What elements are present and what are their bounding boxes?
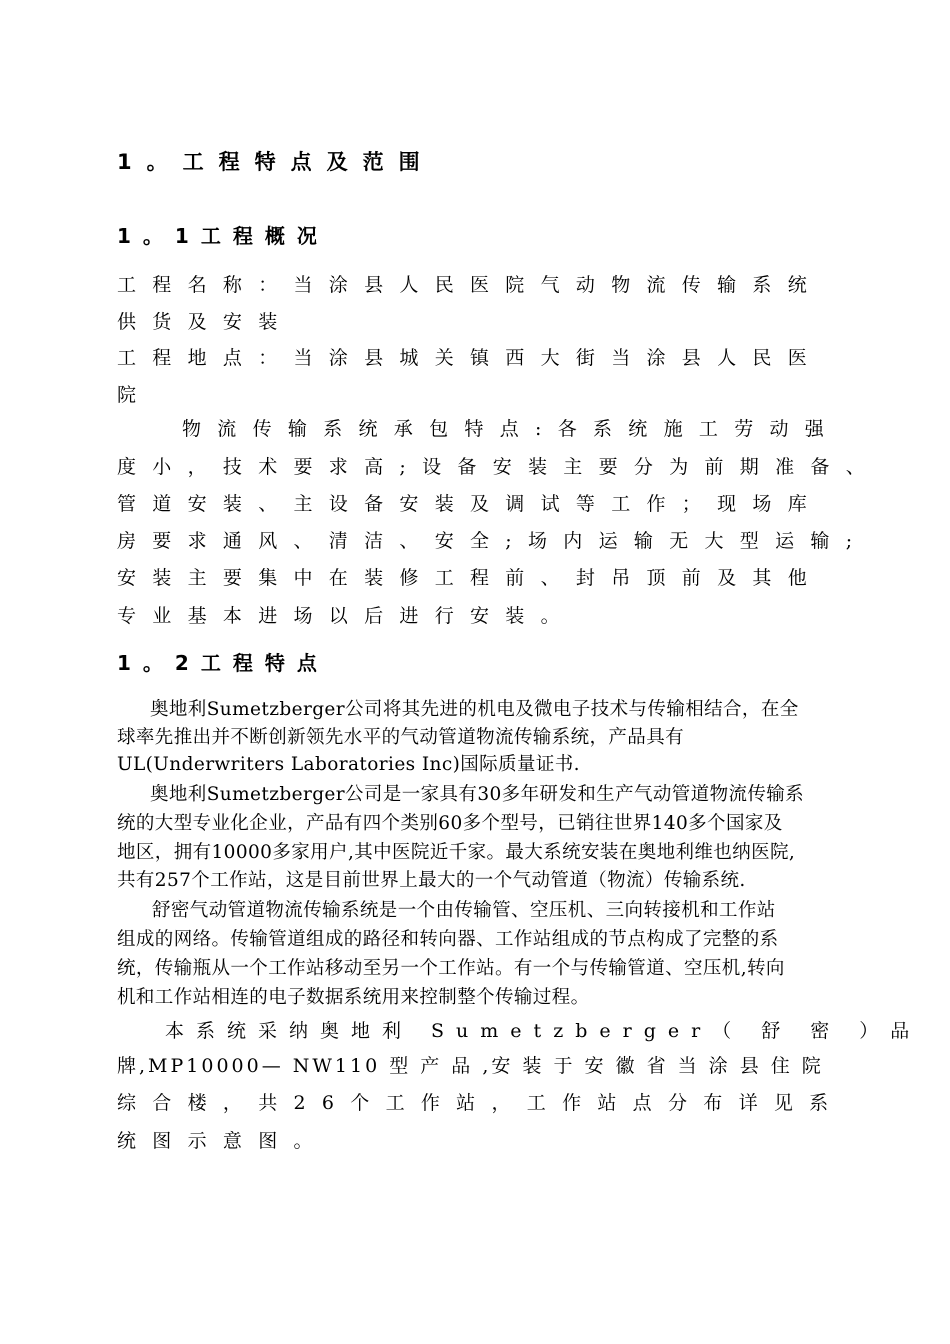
project-name-line-2: 供货及安装 xyxy=(117,311,294,333)
paragraph-line: 机和工作站相连的电子数据系统用来控制整个传输过程。 xyxy=(117,987,590,1008)
paragraph-line: 共有257个工作站，这是目前世界上最大的一个气动管道（物流）传输系统. xyxy=(117,870,746,891)
contract-features-line: 物流传输系统承包特点:各系统施工劳动强 xyxy=(182,418,841,440)
paragraph-line: 统，传输瓶从一个工作站移动至另一个工作站。有一个与传输管道、空压机,转向 xyxy=(117,958,785,979)
section-heading: 1。工程特点及范围 xyxy=(117,150,435,174)
contract-features-line: 房要求通风、清洁、安全;场内运输无大型运输; xyxy=(117,530,869,552)
paragraph-line: UL(Underwriters Laboratories Inc)国际质量证书. xyxy=(117,754,580,775)
paragraph-line: 统的大型专业化企业，产品有四个类别60多个型号，已销往世界140多个国家及 xyxy=(117,813,783,834)
paragraph-line: 奥地利Sumetzberger公司是一家具有30多年研发和生产气动管道物流传输系 xyxy=(150,784,805,805)
paragraph-line: 地区，拥有10000多家用户,其中医院近千家。最大系统安装在奥地利维也纳医院, xyxy=(117,842,796,863)
subsection-heading-overview: 1。1工程概况 xyxy=(117,224,329,248)
subsection-heading-features: 1。2工程特点 xyxy=(117,651,329,675)
project-name-line-1: 工程名称：当涂县人民医院气动物流传输系统 xyxy=(117,274,824,296)
contract-features-line: 安装主要集中在装修工程前、封吊顶前及其他 xyxy=(117,567,824,589)
contract-features-line: 专业基本进场以后进行安装。 xyxy=(117,605,576,627)
paragraph-line: 牌,MP10000— NW110 型 产 品 ,安 装 于 安 徽 省 当 涂 县 住 院 xyxy=(117,1055,824,1077)
paragraph-line: 组成的网络。传输管道组成的路径和转向器、工作站组成的节点构成了完整的系 xyxy=(117,929,779,950)
paragraph-line: 本系统采纳奥地利 Sumetzberger（ 舒 密 ）品 xyxy=(165,1020,922,1042)
contract-features-line: 度小，技术要求高;设备安装主要分为前期准备、 xyxy=(117,456,882,478)
paragraph-line: 奥地利Sumetzberger公司将其先进的机电及微电子技术与传输相结合，在全 xyxy=(150,699,799,720)
paragraph-line: 舒密气动管道物流传输系统是一个由传输管、空压机、三向转接机和工作站 xyxy=(152,900,776,921)
project-site-line-1: 工程地点：当涂县城关镇西大街当涂县人民医 xyxy=(117,347,824,369)
contract-features-line: 管道安装、主设备安装及调试等工作；现场库 xyxy=(117,493,824,515)
paragraph-line: 球率先推出并不断创新领先水平的气动管道物流传输系统，产品具有 xyxy=(117,727,685,748)
paragraph-line: 统图示意图。 xyxy=(117,1130,329,1152)
paragraph-line: 综合楼，共26个工作站，工作站点分布详见系 xyxy=(117,1092,845,1114)
project-site-line-2: 院 xyxy=(117,384,153,406)
